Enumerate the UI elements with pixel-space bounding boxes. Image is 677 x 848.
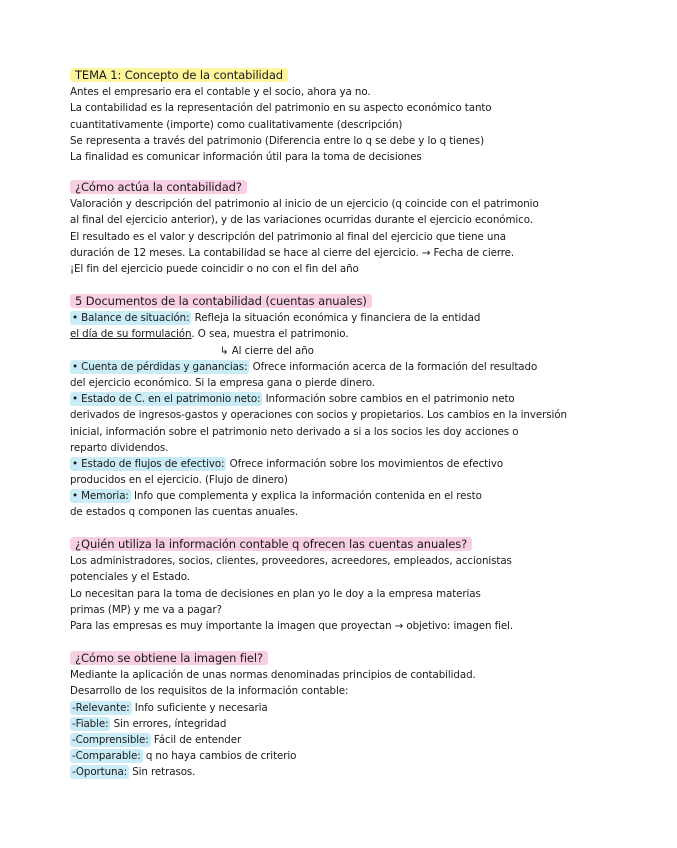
text-line: cuantitativamente (importe) como cualitativamente (descripción)	[70, 118, 403, 131]
text-line: Se representa a través del patrimonio (Diferencia entre lo q se debe y lo q tienes)	[70, 134, 484, 147]
bullet-label: • Balance de situación:	[72, 312, 190, 325]
text-line: Mediante la aplicación de unas normas denominadas principios de contabilidad.	[70, 669, 476, 682]
text-line: al final del ejercicio anterior), y de las variaciones ocurridas durante el ejercicio económico.	[70, 214, 533, 227]
text-line: La finalidad es comunicar información útil para la toma de decisiones	[70, 150, 422, 163]
section-quien-utiliza	[70, 537, 615, 634]
requirement-item: -Oportuna: Sin retrasos.	[72, 766, 196, 779]
list-item-flujos: • Estado de flujos de efectivo: Ofrece información sobre los movimientos de efectivo	[72, 457, 504, 470]
text-line: derivados de ingresos-gastos y operaciones con socios y propietarios. Los cambios en la inversión	[70, 409, 567, 422]
text-line: Valoración y descripción del patrimonio al inicio de un ejercicio (q coincide con el patrimonio	[70, 198, 539, 211]
text-line: La contabilidad es la representación del patrimonio en su aspecto económico tanto	[70, 102, 492, 115]
text-line: producidos en el ejercicio. (Flujo de dinero)	[70, 474, 288, 487]
requirement-item: -Comparable: q no haya cambios de criterio	[72, 750, 297, 763]
section-imagen-fiel	[70, 651, 615, 781]
text-line: ¡El fin del ejercicio puede coincidir o no con el fin del año	[70, 262, 359, 275]
arrow-note: ↳ Al cierre del año	[220, 344, 314, 357]
section-title-tema1: TEMA 1: Concepto de la contabilidad	[70, 68, 288, 82]
text-line: del ejercicio económico. Si la empresa gana o pierde dinero.	[70, 376, 375, 389]
text-line: El resultado es el valor y descripción del patrimonio al final del ejercicio que tiene una	[70, 230, 506, 243]
bullet-label: • Memoria:	[72, 490, 129, 503]
text-line: Antes el empresario era el contable y el socio, ahora ya no.	[70, 86, 371, 99]
list-item-patrimonio-neto: • Estado de C. en el patrimonio neto: Información sobre cambios en el patrimonio neto	[72, 393, 515, 406]
section-title-quien-utiliza: ¿Quién utiliza la información contable q ofrecen las cuentas anuales?	[70, 537, 472, 551]
text-line: Lo necesitan para la toma de decisiones en plan yo le doy a la empresa materias	[70, 587, 481, 600]
list-item-perdidas: • Cuenta de pérdidas y ganancias: Ofrece información acerca de la formación del resultado	[72, 360, 538, 373]
text-line: primas (MP) y me va a pagar?	[70, 603, 222, 616]
section-title-como-actua: ¿Cómo actúa la contabilidad?	[70, 180, 247, 194]
bullet-label: • Estado de flujos de efectivo:	[72, 457, 225, 470]
requirement-item: -Comprensible: Fácil de entender	[72, 733, 242, 746]
section-como-actua	[70, 180, 615, 277]
text-line: el día de su formulación. O sea, muestra el patrimonio.	[70, 328, 349, 341]
bullet-label: • Cuenta de pérdidas y ganancias:	[72, 360, 248, 373]
requirement-item: -Fiable: Sin errores, íntegridad	[72, 717, 227, 730]
list-item-balance: • Balance de situación: Refleja la situación económica y financiera de la entidad	[72, 312, 481, 325]
requirement-item: -Relevante: Info suficiente y necesaria	[72, 701, 268, 714]
list-item-memoria: • Memoria: Info que complementa y explica la información contenida en el resto	[72, 490, 482, 503]
bullet-label: • Estado de C. en el patrimonio neto:	[72, 393, 261, 406]
text-line: inicial, información sobre el patrimonio neto derivado a si a los socios les doy acciones o	[70, 425, 519, 438]
section-concepto	[70, 68, 615, 165]
text-line: reparto dividendos.	[70, 441, 169, 454]
text-line: Desarrollo de los requisitos de la información contable:	[70, 685, 349, 698]
section-documentos	[70, 294, 615, 521]
text-line: potenciales y el Estado.	[70, 571, 190, 584]
text-line: Los administradores, socios, clientes, proveedores, acreedores, empleados, accionistas	[70, 555, 512, 568]
text-line: Para las empresas es muy importante la imagen que proyectan → objetivo: imagen fiel.	[70, 619, 514, 632]
text-line: de estados q componen las cuentas anuales.	[70, 506, 299, 519]
text-line: duración de 12 meses. La contabilidad se hace al cierre del ejercicio. → Fecha de cierre.	[70, 246, 515, 259]
section-title-imagen-fiel: ¿Cómo se obtiene la imagen fiel?	[70, 651, 268, 665]
section-title-documentos: 5 Documentos de la contabilidad (cuentas anuales)	[70, 294, 372, 308]
